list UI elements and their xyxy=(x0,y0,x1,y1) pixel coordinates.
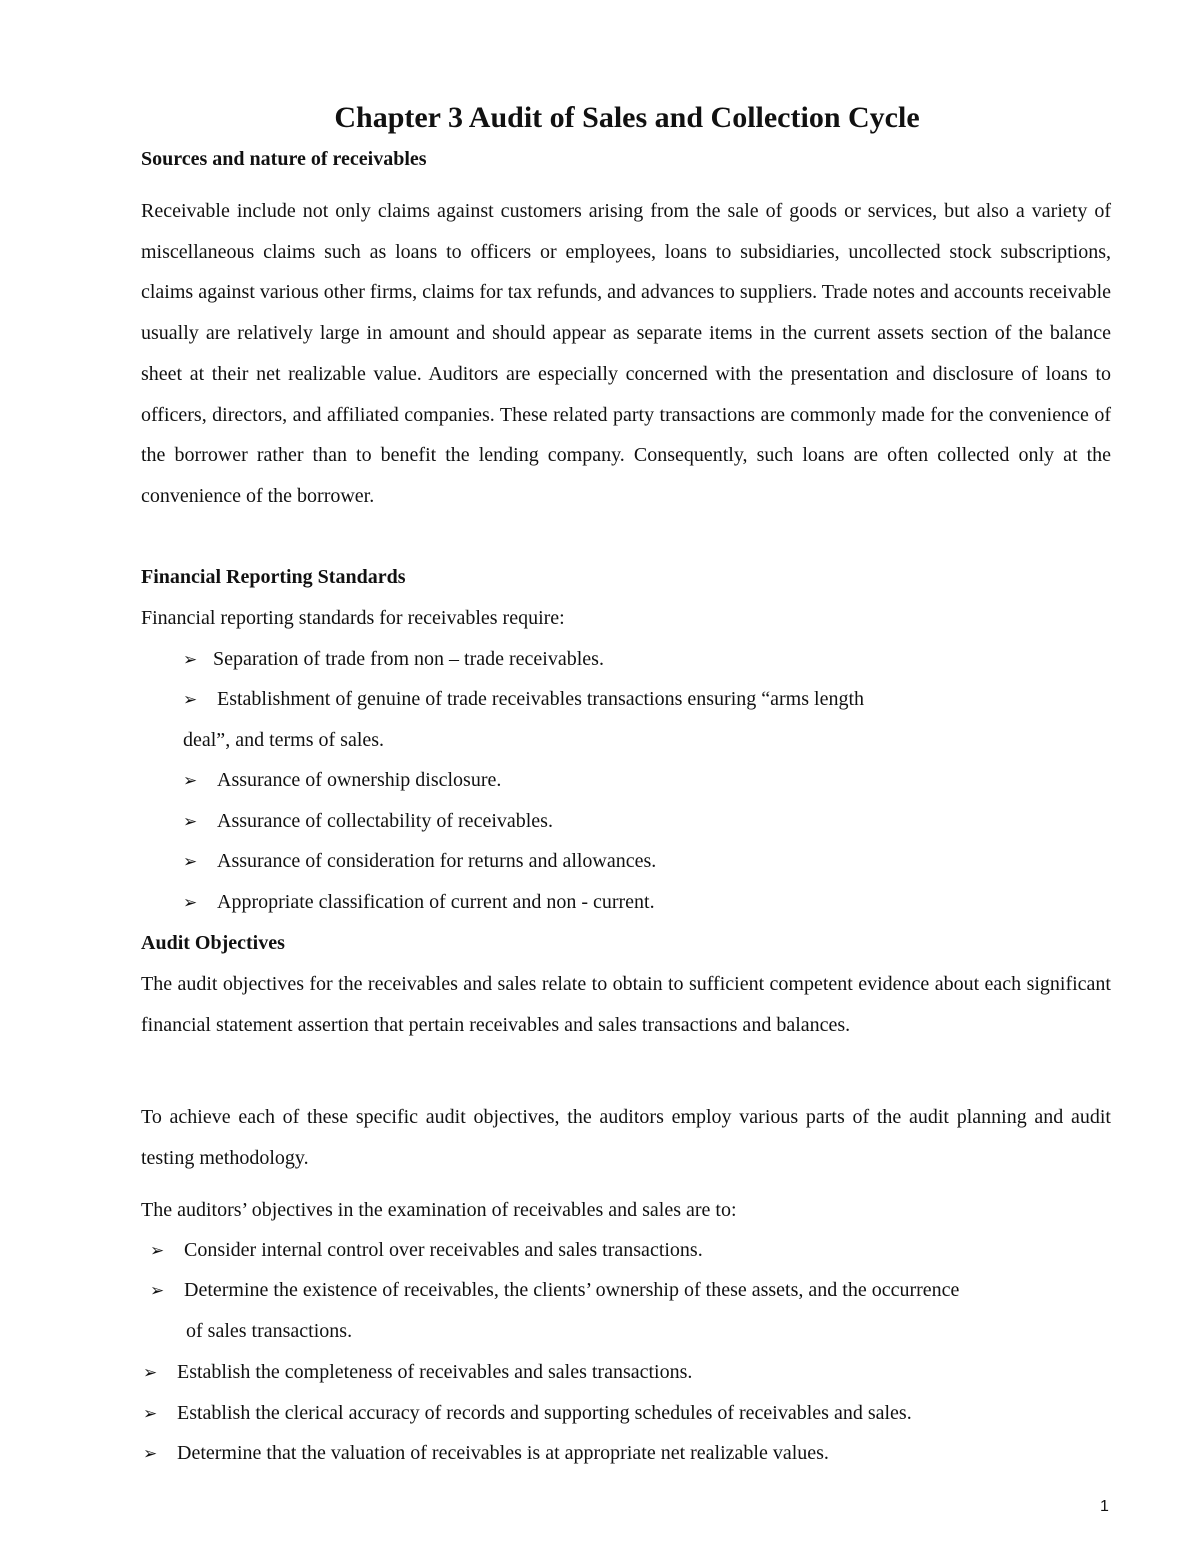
standards-list-item: ➢ Separation of trade from non – trade receivables. xyxy=(183,646,604,673)
standards-list-item: ➢ Assurance of collectability of receivables. xyxy=(183,808,553,835)
arrow-bullet-icon: ➢ xyxy=(183,852,198,872)
arrow-bullet-icon: ➢ xyxy=(150,1281,165,1301)
arrow-bullet-icon: ➢ xyxy=(150,1241,165,1261)
standards-list-item: ➢ Assurance of consideration for returns and allowances. xyxy=(183,848,656,875)
objectives-list-item: ➢ Establish the completeness of receivables and sales transactions. xyxy=(143,1359,692,1386)
objectives-paragraph-2: To achieve each of these specific audit objectives, the auditors employ various parts of the audit planning and audit testing methodology. xyxy=(141,1106,1111,1169)
chapter-title: Chapter 3 Audit of Sales and Collection Cycle xyxy=(334,101,920,134)
arrow-bullet-icon: ➢ xyxy=(183,690,198,710)
standards-intro: Financial reporting standards for receivables require: xyxy=(141,607,565,629)
objectives-paragraph-1: The audit objectives for the receivables and sales relate to obtain to sufficient competent evidence about each significant financial statement assertion that pertain receivables and sales transactions and balances. xyxy=(141,973,1111,1036)
arrow-bullet-icon: ➢ xyxy=(143,1444,158,1464)
arrow-bullet-icon: ➢ xyxy=(143,1404,158,1424)
standards-list-item-continuation: deal”, and terms of sales. xyxy=(183,729,385,751)
arrow-bullet-icon: ➢ xyxy=(183,650,198,670)
page-number: 1 xyxy=(1100,1498,1109,1515)
section-heading-standards: Financial Reporting Standards xyxy=(141,566,406,588)
section-heading-sources: Sources and nature of receivables xyxy=(141,148,427,170)
objectives-list-item-continuation: of sales transactions. xyxy=(186,1320,353,1342)
section-heading-objectives: Audit Objectives xyxy=(141,932,285,954)
standards-list-item: ➢ Appropriate classification of current and non - current. xyxy=(183,889,655,916)
sources-paragraph: Receivable include not only claims against customers arising from the sale of goods or services, but also a variety of miscellaneous claims such as loans to officers or employees, loans to subsidiaries, uncollected stock subscriptions, claims against various other firms, claims for tax refunds, and advances to suppliers. Trade notes and accounts receivable usually are relatively large in amount and should appear as separate items in the current assets section of the balance sheet at their net realizable value. Auditors are especially concerned with the presentation and disclosure of loans to officers, directors, and affiliated companies. These related party transactions are commonly made for the convenience of the borrower rather than to benefit the lending company. Consequently, such loans are often collected only at the convenience of the borrower. xyxy=(141,200,1111,507)
arrow-bullet-icon: ➢ xyxy=(183,893,198,913)
objectives-list-item: ➢ Determine the existence of receivables, the clients’ ownership of these assets, and the occurrence xyxy=(150,1277,959,1304)
objectives-list-item: ➢ Determine that the valuation of receivables is at appropriate net realizable values. xyxy=(143,1440,829,1467)
standards-list-item: ➢ Establishment of genuine of trade receivables transactions ensuring “arms length xyxy=(183,686,864,713)
objectives-list-item: ➢ Establish the clerical accuracy of records and supporting schedules of receivables and sales. xyxy=(143,1400,912,1427)
arrow-bullet-icon: ➢ xyxy=(183,771,198,791)
arrow-bullet-icon: ➢ xyxy=(143,1363,158,1383)
objectives-intro: The auditors’ objectives in the examination of receivables and sales are to: xyxy=(141,1199,737,1221)
standards-list-item: ➢ Assurance of ownership disclosure. xyxy=(183,767,501,794)
objectives-list-item: ➢ Consider internal control over receivables and sales transactions. xyxy=(150,1237,703,1264)
arrow-bullet-icon: ➢ xyxy=(183,812,198,832)
